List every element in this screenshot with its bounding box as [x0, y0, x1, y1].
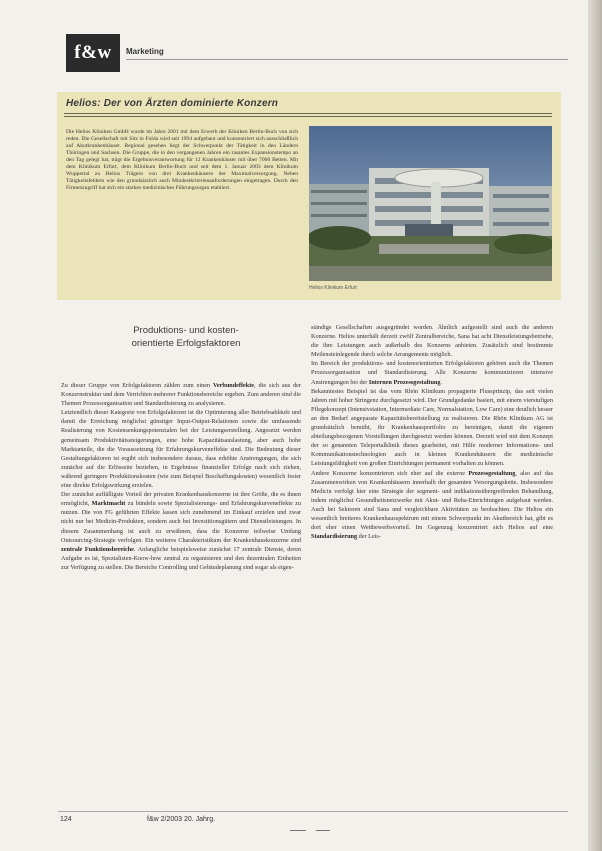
paragraph — [311, 359, 553, 386]
text-run: , also auf das Zusammenwirken von Krankenhäusern innerhalb der gesamten Versorgungskette. Insbesondere Medicin verfolgt hier eine Strategie der segment- und indikationsübergreifenden Behandlung, indem möglichst Gesundheitsnetzwerke mit Akut- und Reha-Einrichtungen aufgebaut werden. Auch bei Sektoren sind Sana und vergleichbare Aktivitäten zu beobachten. Die Helios ein wesentlich breiteres Krankenhausspektrum mit einem Schwerpunkt im Akutbereich hat, gibt es dort eher einen Wettbewerbsvorteil. Im Gegenzug konzentriert sich Helios auf eine — [311, 469, 553, 532]
text-run: Der zunächst auffälligste Vorteil der privaten Krankenhauskonzerne ist ihre Größe, die es ihnen ermöglicht, — [61, 491, 301, 508]
footer-mark — [290, 830, 306, 831]
footer-mark — [316, 830, 330, 831]
keyword: Verbundeffekte — [213, 382, 255, 389]
article-heading-line2: orientierte Erfolgsfaktoren — [131, 338, 241, 349]
hospital-photo — [309, 126, 552, 281]
paragraph: Letztendlich dieser Kategorie von Erfolgsfaktoren ist die Optimierung aller Betriebsabläufe und damit die Erreichung möglichst günstiger Input-Output-Relationen sowie die umfassende Realisierung von Kostensenkungspotenzialen bei der Leistungserstellung. Angesetzt werden gemeinsam Produktivitätssteigerungen, eine hohe Kapazitätsauslastung, aber auch hohe Marktanteile, die die Voraussetzung für Erfahrungskurveneffekte sind. Die Bedeutung dieser Gestaltungsfaktoren ist ergibt sich insbesondere daraus, dass erhöhte Anstrengungen, die sich zunächst auf die Erlösseite beziehen, in Ergebnisse finanzieller Erfolge nach sich ziehen, während geringere Produktionskosten (wie zum Beispiel Beschaffungskosten) wesentlich fester eine direkte Erfolgswirkung erzielen. — [61, 409, 301, 490]
text-run: , die sich aus der Konzernstruktur und dem Verrichten mehrerer Funktionsbereiche ergeben. Zum anderen sind die Themen Prozessorganisation und Standardisierung zu analysieren. — [61, 382, 301, 408]
text-run: Im Bereich der produktions- und kostenorientierten Erfolgsfaktoren gehören auch die Themen Prozessorganisation und Standardisierung. Alle Konzerne kommunizieren intensive Anstrengungen bei der — [311, 360, 553, 386]
text-run: der Leis- — [357, 533, 381, 541]
text-run: . — [440, 378, 443, 386]
header-divider — [126, 59, 568, 60]
keyword: Standardisierung — [311, 533, 358, 541]
keyword: Internen Prozessgestaltung — [368, 378, 441, 386]
paragraph: Bekanntestes Beispiel ist das vom Rhön Klinikum propagierte Flussprinzip, das seit vielen Jahren mit hoher Stringenz durchgesetzt wird. Der Grundgedanke basiert, mit einem vierstufigen Pflegekonzept (Intensivstation, Intermediate Care, Normalstation, Low Care) eine deutlich besser an den Bedarf angepasste Kapazitätsbereitstellung zu realisieren. Die Rhön Klinikum AG ist grundsätzlich bemüht, ihr Krankenhausportfolio zu bereinigen, damit die eigenen abteilungsbezogenen Vorstellungen durchgesetzt werden können. Derzeit wird mit dem Konzept der so genannten Teleportalklinik dieses gearbeitet, mit Hilfe moderner Informations- und Kommunikationstechnologien auch in kleinen Krankenhäusern die medizinische Leistungsfähigkeit von großen Einrichtungen permanent vorhalten zu können. — [311, 387, 553, 468]
section-label: Marketing — [126, 47, 164, 56]
page-gutter-shadow — [588, 0, 602, 851]
paragraph — [61, 490, 301, 572]
keyword: Prozessgestaltung — [468, 469, 516, 477]
keyword: Marktmacht — [91, 500, 126, 508]
photo-caption: Helios Klinikum Erfurt — [309, 285, 357, 291]
text-column-left — [61, 381, 301, 572]
text-column-right — [311, 323, 553, 541]
page-number: 124 — [60, 816, 72, 823]
paragraph: ständige Gesellschaften ausgegründet worden. Ähnlich aufgestellt sind auch die anderen Konzerne. Helios unterhält derzeit zwölf Zentralbereiche, Sana hat acht Dienstleistungsbetriebe, die ihre Leistungen auch außerhalb des Konzerns anbieten. Zusätzlich sind bestimmte Meilensteinlegende durch solche Arrangements möglich. — [311, 324, 553, 359]
footer-divider — [58, 811, 568, 812]
text-run: Zu dieser Gruppe von Erfolgsfaktoren zählen zum einen — [61, 382, 213, 389]
issue-label: f&w 2/2003 20. Jahrg. — [147, 816, 216, 823]
paragraph — [61, 381, 301, 408]
info-box-title: Helios: Der von Ärzten dominierte Konzern — [66, 98, 279, 109]
info-box-rule-bottom — [64, 116, 552, 117]
keyword: zentrale Funktionsbereiche — [61, 545, 134, 553]
publication-logo: f&w — [66, 34, 120, 72]
info-box-rule-top — [64, 113, 552, 114]
text-run: Andere Konzerne konzentrieren sich eher auf die externe — [311, 469, 469, 477]
info-box-text: Die Helios Kliniken GmbH wurde im Jahre 2001 mit dem Erwerb der Kliniken Berlin-Buch von sich reden. Die Gesellschaft mit Sitz in Fulda wird seit 1994 aufgebaut und konzentriert sich ausschließlich auf Akutkrankenhäuser. Regional gesehen liegt der Schwerpunkt der Tätigkeit in den Ländern Thüringen und Sachsen. Die Gruppe, die in den vergangenen Jahren ein rasantes Expansionstempo an den Tag gelegt hat, trägt die Ergebnisverantwortung für 12 Krankenhäuser mit über 7000 Betten. Mit dem Klinikum Erfurt, dem Klinikum Berlin-Buch und seit dem 1. Januar 2003 dem Klinikum Wuppertal zu Helios Trägern von drei Krankenhäusern der Maximalversorgung. Neben Tätigkeitsfeldern wie den grundsätzlich auch Mindestkriterienanforderungen eingetragen. Durch den Firmenzugriff hat sich ein starkes medizinisches Führungsorgan etabliert. — [66, 129, 298, 191]
article-heading — [106, 324, 266, 350]
paragraph — [311, 469, 553, 542]
text-run: zu bündeln sowie Spezialisierungs- und Erfahrungskurveneffekte zu nutzen. Die von FG geführten Effekte lassen sich zunehmend im Einkauf erzielen und zwar nicht nur bei Medizin-Produkten, sondern auch bei Investitionsgütern und Dienstleistungen. In diesem Zusammenhang ist auch zu erwähnen, dass die Konzerne teilweise Umfang Outsourcing-Strategie verfolgen. Ein weiteres Charakteristikum der Krankenhauskonzerne sind — [61, 500, 301, 544]
article-heading-line1: Produktions- und kosten- — [133, 325, 239, 336]
text-run: . Anfangliche beispielsweise zunächst 17 zentrale Dienste, deren Aufgabe es ist, Spezialisten-Know-how zentral zu organisieren und den dezentralen Einheiten zur Verfügung zu stellen. Die Bereiche Controlling und Gebäudeplanung sind sogar als eigen- — [61, 545, 301, 571]
